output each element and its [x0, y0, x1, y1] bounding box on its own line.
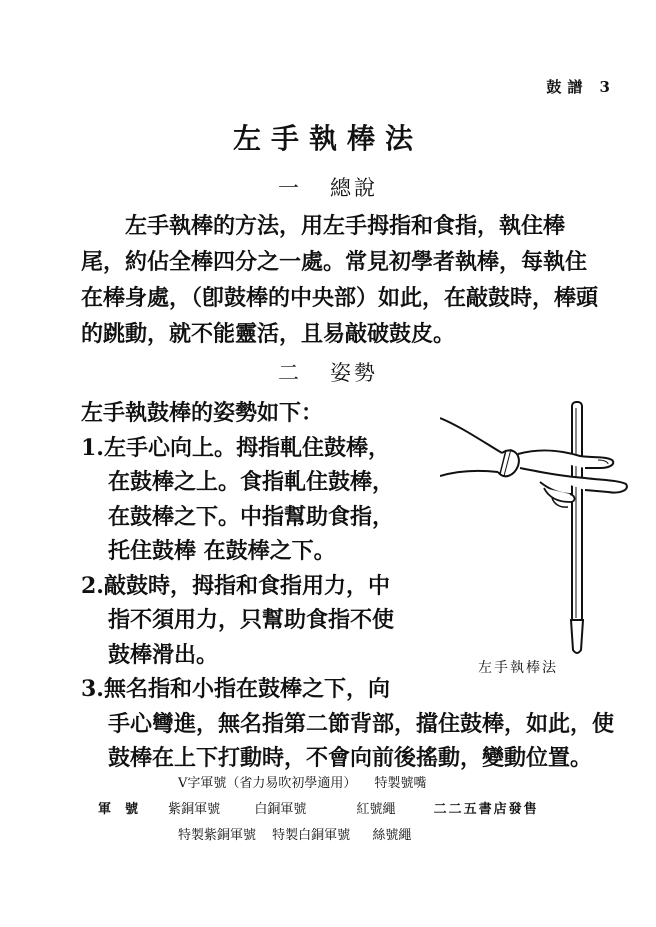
ad-item: 特製紫銅軍號 — [178, 828, 257, 843]
list-item-line: 3.無名指和小指在鼓棒之下，向 — [81, 676, 390, 702]
section-number: 一 — [278, 176, 302, 200]
ad-item: 特製白銅軍號 — [272, 828, 351, 843]
ad-label: 軍號 — [98, 802, 153, 817]
paragraph-line: 尾，約佔全棒四分之一處。常見初學者執棒，每執住 — [81, 249, 588, 275]
ad-item: 白銅軍號 — [254, 802, 307, 817]
paragraph-line: 左手執棒的方法，用左手拇指和食指，執住棒 — [125, 213, 566, 239]
ad-item: 特製號嘴 — [374, 776, 427, 791]
paragraph-line: 在棒身處，（卽鼓棒的中央部）如此，在敲鼓時，棒頭 — [81, 285, 599, 311]
section-heading-posture — [0, 357, 656, 387]
page-title: 左手執棒法 — [232, 122, 423, 155]
section-heading-overview — [0, 172, 656, 202]
list-item-line: 托住鼓棒 在鼓棒之下。 — [108, 538, 336, 564]
ad-item: 紅號繩 — [356, 802, 396, 817]
list-item-line: 1.左手心向上。拇指軋住鼓棒， — [81, 434, 390, 461]
ad-item: 紫銅軍號 — [168, 802, 221, 817]
list-item-line: 2.敲鼓時，拇指和食指用力，中 — [81, 572, 390, 599]
ad-row — [178, 825, 411, 847]
ad-row — [98, 799, 539, 821]
list-item-line: 在鼓棒之上。食指軋住鼓棒， — [108, 469, 395, 495]
left-hand-holding-drumstick-icon — [440, 398, 640, 660]
list-item-line: 指不須用力，只幫助食指不使 — [108, 607, 395, 633]
page-header: 鼓譜 3 — [546, 78, 616, 96]
ad-shop: 二二五書店發售 — [433, 802, 539, 817]
list-item-line: 鼓棒在上下打動時，不會向前後搖動，變動位置。 — [108, 745, 593, 771]
overview-paragraph — [81, 208, 641, 352]
ad-item: 絲號繩 — [372, 828, 412, 843]
list-item-line: 手心彎進，無名指第二節背部，擋住鼓棒，如此，使 — [108, 710, 615, 737]
section-title: 姿勢 — [330, 361, 378, 385]
paragraph-line: 的跳動，就不能靈活，且易敲破鼓皮。 — [81, 321, 456, 347]
figure-caption: 左手執棒法 — [478, 660, 558, 676]
list-item-line: 在鼓棒之下。中指幫助食指， — [108, 503, 395, 530]
ad-item: V字軍號（省力易吹初學適用） — [178, 776, 357, 791]
list-item — [81, 672, 651, 776]
list-item-line: 鼓棒滑出。 — [108, 641, 219, 668]
ad-row — [178, 773, 427, 795]
posture-intro: 左手執鼓棒的姿勢如下： — [81, 400, 324, 426]
section-title: 總說 — [330, 176, 378, 200]
section-number: 二 — [278, 361, 302, 385]
